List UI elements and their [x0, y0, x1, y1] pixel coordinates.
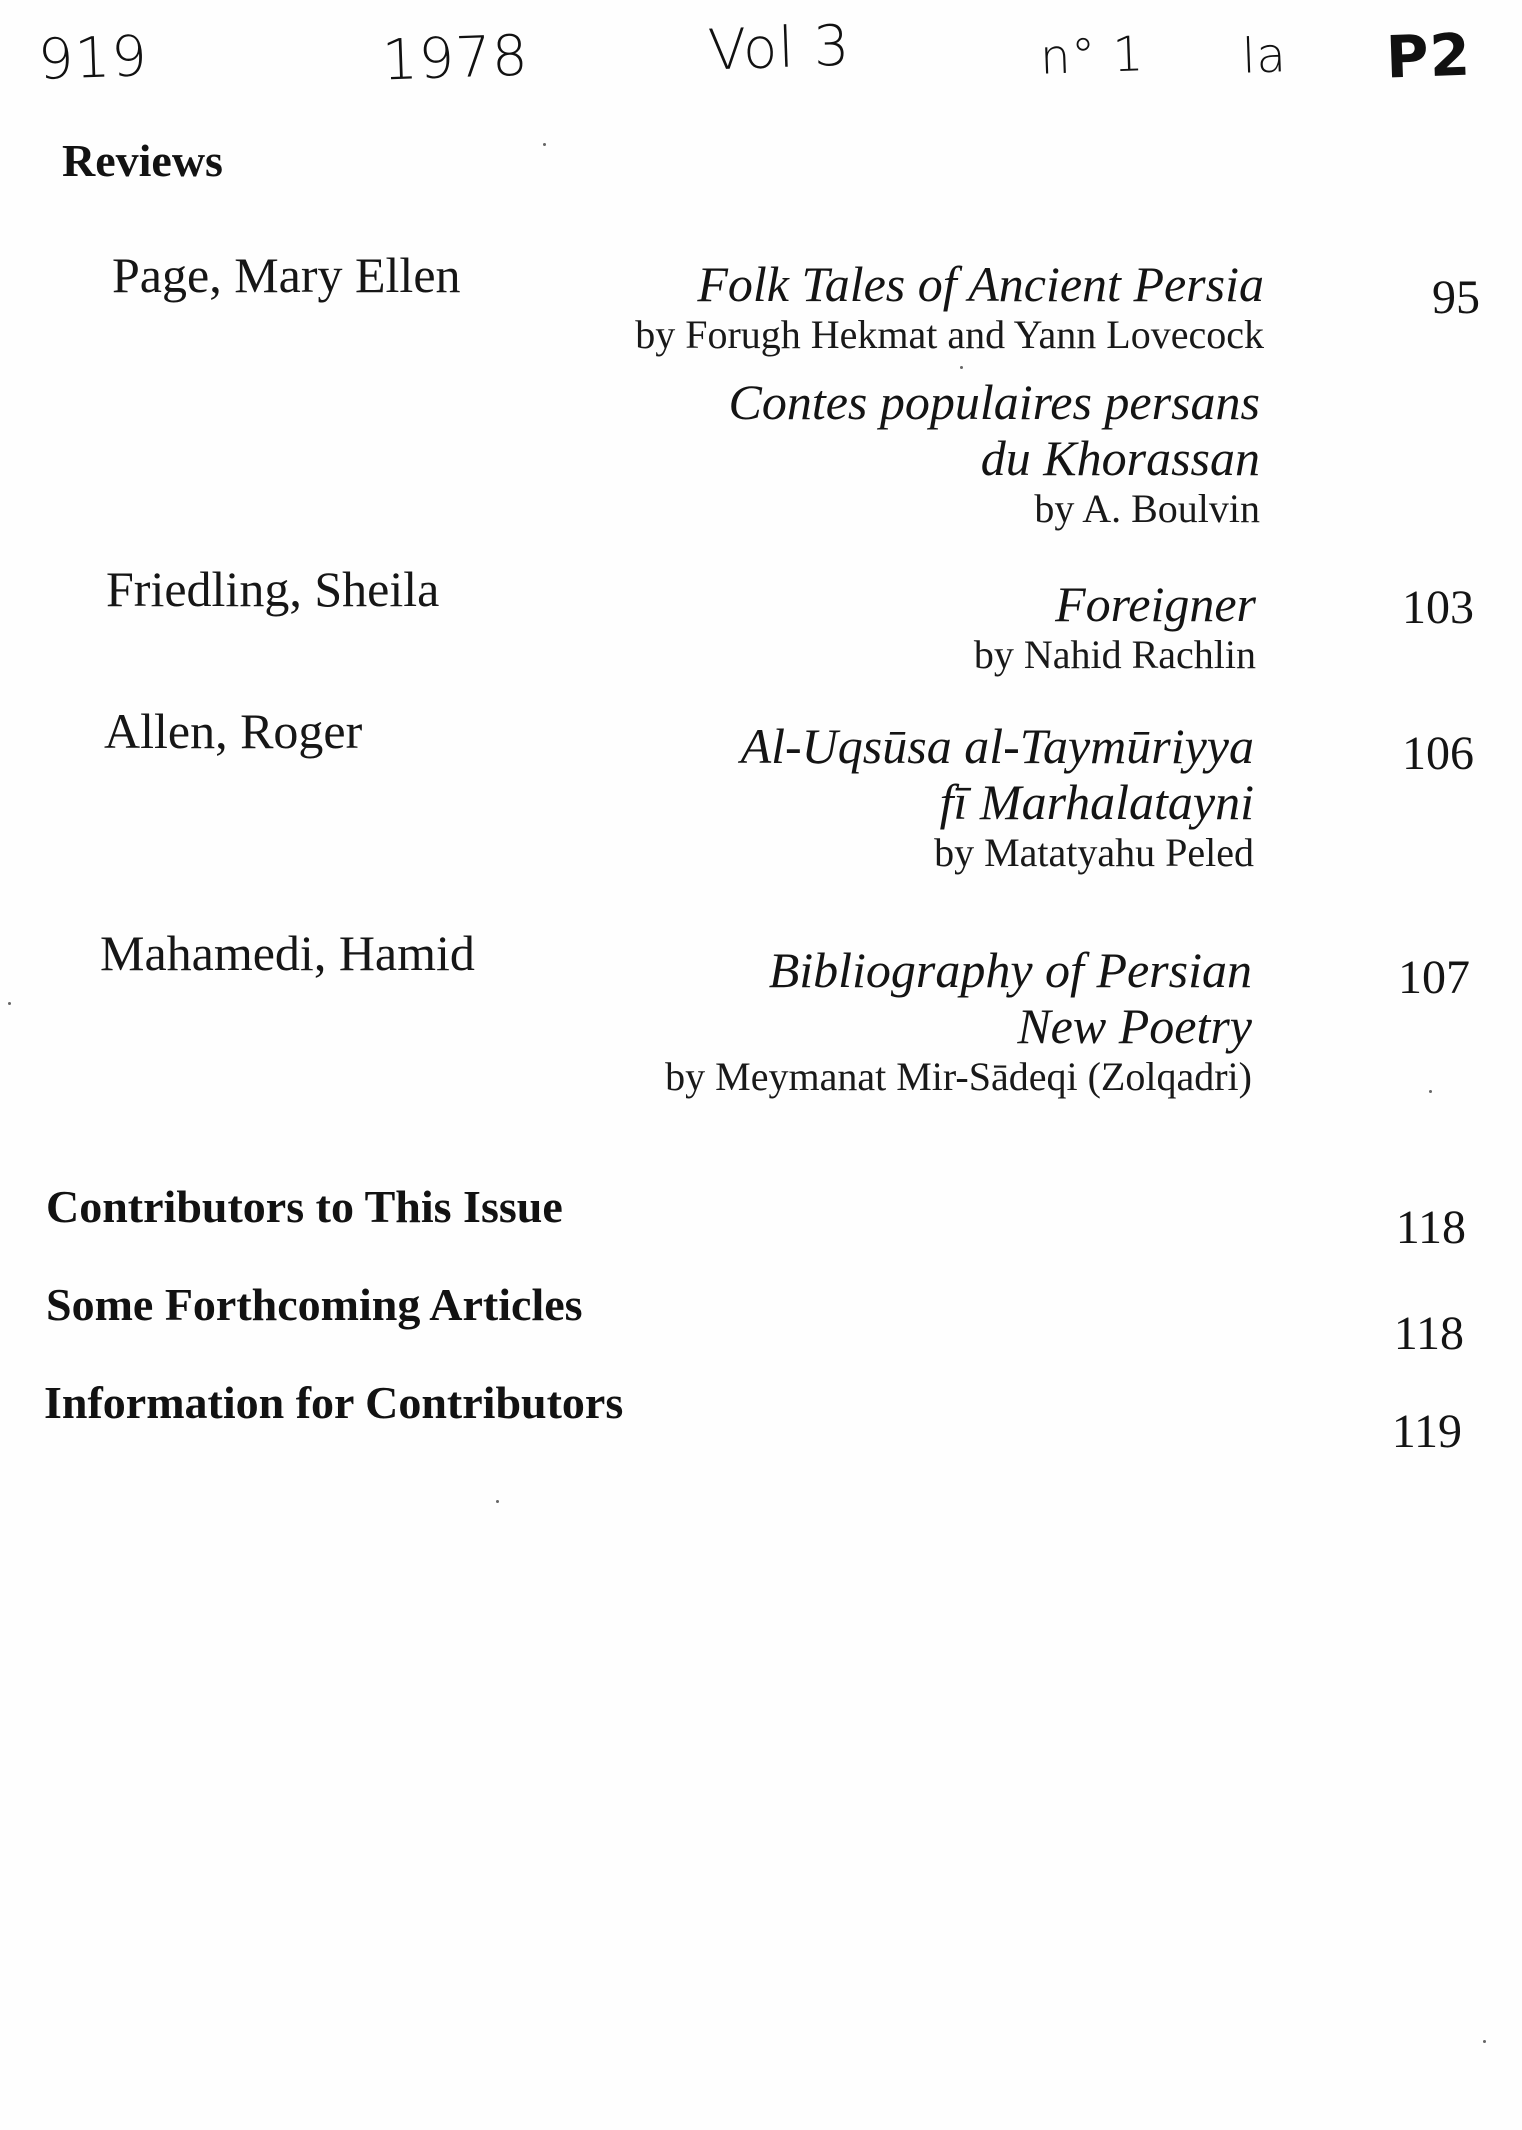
- book-title-continued: fī Marhalatayni: [939, 774, 1254, 830]
- book-title: Al-Uqsūsa al-Taymūriyya: [740, 718, 1254, 774]
- book-author: by Nahid Rachlin: [973, 632, 1256, 677]
- section-heading-contributors: Contributors to This Issue: [46, 1181, 563, 1232]
- scan-speck: [543, 143, 546, 146]
- book-title-continued: New Poetry: [1017, 998, 1252, 1054]
- reviewed-book: [974, 576, 1256, 678]
- section-heading-information: Information for Contributors: [44, 1377, 624, 1428]
- scan-speck: [8, 1002, 11, 1005]
- page-number: 118: [1393, 1307, 1464, 1360]
- scan-speck: [960, 366, 963, 369]
- reviewer-name: Page, Mary Ellen: [112, 247, 461, 303]
- page-number: 95: [1432, 271, 1480, 324]
- reviewer-name: Mahamedi, Hamid: [100, 925, 475, 981]
- page-number: 118: [1395, 1201, 1466, 1254]
- book-title: Contes populaires persans: [728, 374, 1260, 430]
- page-number: 107: [1398, 951, 1470, 1004]
- book-author: by A. Boulvin: [1034, 486, 1260, 531]
- page-number: 119: [1391, 1405, 1462, 1458]
- reviewer-name: Friedling, Sheila: [106, 561, 440, 617]
- page-number: 103: [1402, 581, 1474, 634]
- handwritten-note-issue: n° 1: [1039, 26, 1146, 86]
- reviewed-book: [741, 718, 1254, 876]
- book-title-continued: du Khorassan: [980, 430, 1260, 486]
- handwritten-note-volume: Vol 3: [706, 13, 852, 84]
- reviews-heading: Reviews: [62, 135, 223, 186]
- book-author: by Forugh Hekmat and Yann Lovecock: [635, 312, 1264, 357]
- handwritten-note-page: P2: [1384, 20, 1473, 92]
- scan-speck: [1483, 2040, 1486, 2043]
- book-title: Foreigner: [1055, 576, 1256, 632]
- page-number: 106: [1402, 727, 1474, 780]
- handwritten-note-la: la: [1241, 27, 1288, 85]
- reviewed-book: [729, 374, 1261, 532]
- handwritten-note-number: 919: [36, 24, 149, 93]
- scan-speck: [1429, 1090, 1432, 1093]
- handwritten-note-year: 1978: [380, 23, 530, 94]
- section-heading-forthcoming: Some Forthcoming Articles: [46, 1279, 583, 1330]
- scan-speck: [496, 1500, 499, 1503]
- reviewed-book: [635, 256, 1264, 358]
- book-title: Folk Tales of Ancient Persia: [697, 256, 1264, 312]
- book-title: Bibliography of Persian: [768, 942, 1252, 998]
- reviewed-book: [665, 942, 1252, 1100]
- reviewer-name: Allen, Roger: [104, 703, 363, 759]
- book-author: by Matatyahu Peled: [934, 830, 1254, 875]
- book-author: by Meymanat Mir-Sādeqi (Zolqadri): [665, 1054, 1252, 1099]
